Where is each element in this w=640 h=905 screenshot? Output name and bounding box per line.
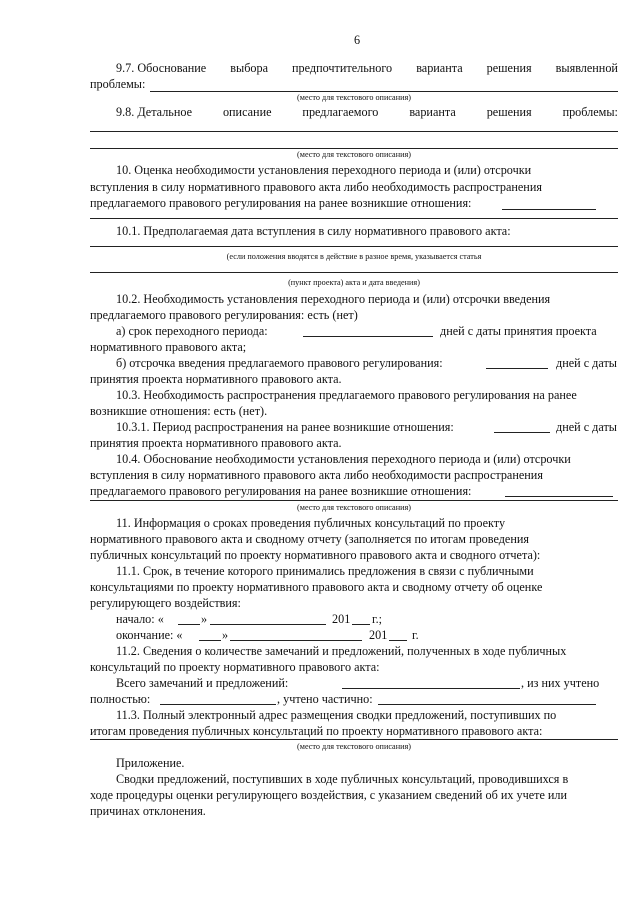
input-line bbox=[505, 496, 613, 497]
section-10-line3: предлагаемого правового регулирования на ранее возникшие отношения: bbox=[90, 196, 472, 210]
section-11-2-line2: консультаций по проекту нормативного правового акта: bbox=[90, 660, 380, 674]
input-line bbox=[90, 218, 618, 219]
section-10-2-a-label: а) срок переходного периода: bbox=[116, 324, 268, 338]
quote-close: » bbox=[201, 612, 208, 626]
word: проблемы: bbox=[562, 105, 618, 119]
section-10-3-1-label: 10.3.1. Период распространения на ранее возникшие отношения: bbox=[116, 420, 454, 434]
end-label: окончание: « bbox=[116, 628, 183, 642]
word: описание bbox=[222, 105, 272, 119]
appendix-line1: Сводки предложений, поступивших в ходе публичных консультаций, проводившихся в bbox=[116, 772, 569, 786]
word: 9.8. Детальное bbox=[116, 105, 193, 119]
quote-close: » bbox=[222, 628, 229, 642]
word: выбора bbox=[230, 61, 268, 75]
section-11-1-line1: 11.1. Срок, в течение которого принимались предложения в связи с публичными bbox=[116, 564, 534, 578]
year-suffix: г. bbox=[412, 628, 419, 642]
section-10-4-line2: вступления в силу нормативного правового акта либо необходимости распространения bbox=[90, 468, 543, 482]
input-line bbox=[502, 209, 596, 210]
caption: (место для текстового описания) bbox=[297, 93, 411, 102]
section-10-2-b-tail: дней с даты bbox=[556, 356, 617, 370]
word: варианта bbox=[409, 105, 456, 119]
input-line bbox=[342, 688, 520, 689]
input-line bbox=[199, 640, 221, 641]
word: решения bbox=[486, 61, 532, 75]
section-10-2-line2: предлагаемого правового регулирования: есть (нет) bbox=[90, 308, 358, 322]
word: решения bbox=[486, 105, 532, 119]
appendix-line3: причинах отклонения. bbox=[90, 804, 206, 818]
input-line bbox=[486, 368, 548, 369]
section-11-line3: публичных консультаций по проекту нормативного правового акта и сводного отчета): bbox=[90, 548, 541, 562]
caption: (если положения вводятся в действие в разное время, указывается статья bbox=[226, 252, 482, 261]
word: выявленной bbox=[555, 61, 618, 75]
section-9-7-line1 bbox=[116, 61, 618, 75]
full-label: полностью: bbox=[90, 692, 151, 706]
input-line bbox=[494, 432, 550, 433]
input-line bbox=[178, 624, 200, 625]
total-tail: , из них учтено bbox=[521, 676, 600, 690]
section-10-4-line1: 10.4. Обоснование необходимости установления переходного периода и (или) отсрочки bbox=[116, 452, 571, 466]
input-line bbox=[90, 272, 618, 273]
section-10-2-b-line2: принятия проекта нормативного правового акта. bbox=[90, 372, 342, 386]
appendix-line2: ходе процедуры оценки регулирующего воздействия, с указанием сведений об их учете или bbox=[90, 788, 568, 802]
input-line bbox=[90, 246, 618, 247]
section-10-3-line1: 10.3. Необходимость распространения предлагаемого правового регулирования на ранее bbox=[116, 388, 577, 402]
input-line bbox=[303, 336, 433, 337]
section-11-1-line2: консультациями по проекту нормативного правового акта и сводному отчету об оценке bbox=[90, 580, 543, 594]
input-line bbox=[90, 148, 618, 149]
input-line bbox=[378, 704, 596, 705]
section-10-2-b-label: б) отсрочка введения предлагаемого правового регулирования: bbox=[116, 356, 443, 370]
section-11-3-line2: итогам проведения публичных консультаций по проекту нормативного правового акта: bbox=[90, 724, 543, 738]
caption: (место для текстового описания) bbox=[297, 150, 411, 159]
input-line bbox=[210, 624, 326, 625]
year-label: 201 bbox=[332, 612, 351, 626]
word: 9.7. Обоснование bbox=[116, 61, 207, 75]
partial-label: , учтено частично: bbox=[277, 692, 373, 706]
word: варианта bbox=[416, 61, 463, 75]
section-9-7-line2: проблемы: bbox=[90, 77, 146, 91]
page-number: 6 bbox=[354, 33, 361, 47]
caption: (место для текстового описания) bbox=[297, 503, 411, 512]
section-10-1-line1: 10.1. Предполагаемая дата вступления в силу нормативного правового акта: bbox=[116, 224, 511, 238]
caption: (место для текстового описания) bbox=[297, 742, 411, 751]
section-11-2-line1: 11.2. Сведения о количестве замечаний и предложений, полученных в ходе публичных bbox=[116, 644, 567, 658]
start-label: начало: « bbox=[116, 612, 164, 626]
section-11-line2: нормативного правового акта и сводному отчету (заполняется по итогам проведения bbox=[90, 532, 529, 546]
section-10-line2: вступления в силу нормативного правового акта либо необходимость распространения bbox=[90, 180, 542, 194]
input-line bbox=[90, 500, 618, 501]
total-label: Всего замечаний и предложений: bbox=[116, 676, 289, 690]
input-line bbox=[160, 704, 276, 705]
section-11-line1: 11. Информация о сроках проведения публичных консультаций по проекту bbox=[116, 516, 506, 530]
input-line bbox=[90, 131, 618, 132]
year-suffix: г.; bbox=[372, 612, 383, 626]
input-line bbox=[389, 640, 407, 641]
word: предпочтительного bbox=[292, 61, 393, 75]
word: предлагаемого bbox=[302, 105, 379, 119]
section-10-2-line1: 10.2. Необходимость установления переходного периода и (или) отсрочки введения bbox=[116, 292, 551, 306]
section-10-4-line3: предлагаемого правового регулирования на ранее возникшие отношения: bbox=[90, 484, 472, 498]
caption: (пункт проекта) акта и дата введения) bbox=[288, 278, 420, 287]
section-9-8-line1 bbox=[116, 105, 618, 119]
section-10-3-1-line2: принятия проекта нормативного правового акта. bbox=[90, 436, 342, 450]
section-10-2-a-tail: дней с даты принятия проекта bbox=[440, 324, 597, 338]
section-11-1-line3: регулирующего воздействия: bbox=[90, 596, 241, 610]
section-10-3-line2: возникшие отношения: есть (нет). bbox=[90, 404, 268, 418]
year-label: 201 bbox=[369, 628, 388, 642]
input-line bbox=[90, 739, 618, 740]
section-10-3-1-tail: дней с даты bbox=[556, 420, 617, 434]
appendix-title: Приложение. bbox=[116, 756, 185, 770]
input-line bbox=[150, 91, 618, 92]
section-10-line1: 10. Оценка необходимости установления переходного периода и (или) отсрочки bbox=[116, 163, 532, 177]
section-10-2-a-line2: нормативного правового акта; bbox=[90, 340, 247, 354]
input-line bbox=[352, 624, 370, 625]
input-line bbox=[230, 640, 362, 641]
section-11-3-line1: 11.3. Полный электронный адрес размещения сводки предложений, поступивших по bbox=[116, 708, 557, 722]
